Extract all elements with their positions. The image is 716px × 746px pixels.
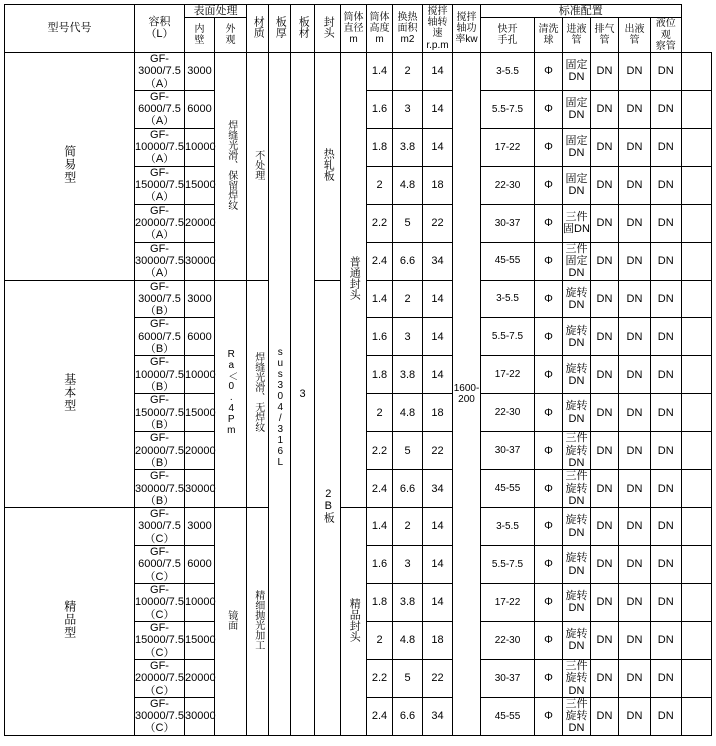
body-diameter-cell: 1.4 bbox=[367, 280, 393, 318]
stir-power-cell: 5.5-7.5 bbox=[481, 318, 535, 356]
surface-outer-cell: 焊缝光滑、无焊纹 bbox=[247, 280, 269, 508]
wash-ball-cell: 固定DN bbox=[563, 90, 591, 128]
level-pipe-cell bbox=[681, 584, 712, 622]
body-height-cell: 2 bbox=[393, 52, 423, 90]
model-cell: GF-10000/7.5（A） bbox=[135, 128, 184, 166]
model-cell: GF-10000/7.5（C） bbox=[135, 584, 184, 621]
header-surface-outer: 外 观 bbox=[215, 18, 247, 53]
volume-cell: 15000 bbox=[185, 621, 215, 659]
body-diameter-cell: 2 bbox=[367, 394, 393, 432]
header-head: 封头 bbox=[315, 5, 341, 53]
volume-cell: 15000 bbox=[185, 394, 215, 432]
stir-power-cell: 5.5-7.5 bbox=[481, 546, 535, 584]
quick-hole-cell: Φ bbox=[535, 432, 563, 470]
model-cell: GF-15000/7.5（B） bbox=[135, 394, 184, 431]
body-height-cell: 3 bbox=[393, 546, 423, 584]
wash-ball-cell: 旋转DN bbox=[563, 394, 591, 432]
outlet-pipe-cell: DN bbox=[651, 470, 682, 508]
outlet-pipe-cell: DN bbox=[651, 508, 682, 546]
heat-area-cell: 14 bbox=[423, 508, 453, 546]
volume-cell: 10000 bbox=[185, 584, 215, 622]
model-cell: GF-3000/7.5（B） bbox=[135, 280, 185, 318]
quick-hole-cell: Φ bbox=[535, 52, 563, 90]
body-diameter-cell: 2 bbox=[367, 166, 393, 204]
stir-power-cell: 3-5.5 bbox=[481, 52, 535, 90]
outlet-pipe-cell: DN bbox=[651, 659, 682, 697]
surface-outer-cell: 精细抛光加工 bbox=[247, 508, 269, 736]
heat-area-cell: 14 bbox=[423, 52, 453, 90]
header-outlet-pipe: 出液 管 bbox=[619, 18, 651, 53]
outlet-pipe-cell: DN bbox=[651, 166, 682, 204]
header-wash-ball: 清洗球 bbox=[535, 18, 563, 53]
model-cell: GF-15000/7.5（A） bbox=[135, 166, 184, 204]
body-height-cell: 3 bbox=[393, 90, 423, 128]
exhaust-pipe-cell: DN bbox=[619, 546, 651, 584]
volume-cell: 3000 bbox=[185, 52, 215, 90]
header-plate-thickness: 板厚 bbox=[269, 5, 291, 53]
body-height-cell: 6.6 bbox=[393, 697, 423, 735]
body-height-cell: 6.6 bbox=[393, 242, 423, 280]
body-diameter-cell: 2.2 bbox=[367, 659, 393, 697]
level-pipe-cell bbox=[681, 394, 712, 432]
heat-area-cell: 34 bbox=[423, 697, 453, 735]
header-heat-area: 换热 面积 m2 bbox=[393, 5, 423, 53]
body-height-cell: 5 bbox=[393, 432, 423, 470]
level-pipe-cell bbox=[681, 697, 712, 735]
heat-area-cell: 22 bbox=[423, 204, 453, 242]
model-cell: GF-3000/7.5（C） bbox=[135, 508, 185, 546]
inlet-pipe-cell: DN bbox=[591, 166, 619, 204]
inlet-pipe-cell: DN bbox=[591, 470, 619, 508]
surface-inner-cell: Ra＜0.4Pm bbox=[215, 280, 247, 508]
body-diameter-cell: 1.6 bbox=[367, 546, 393, 584]
volume-cell: 10000 bbox=[185, 128, 215, 166]
header-stir-power: 搅拌 轴功 率kw bbox=[453, 5, 481, 53]
heat-area-cell: 34 bbox=[423, 470, 453, 508]
level-pipe-cell bbox=[681, 90, 712, 128]
level-pipe-cell bbox=[681, 356, 712, 394]
outlet-pipe-cell: DN bbox=[651, 697, 682, 735]
inlet-pipe-cell: DN bbox=[591, 128, 619, 166]
heat-area-cell: 14 bbox=[423, 128, 453, 166]
group-label-1: 简易型 bbox=[5, 52, 135, 280]
outlet-pipe-cell: DN bbox=[651, 318, 682, 356]
quick-hole-cell: Φ bbox=[535, 659, 563, 697]
wash-ball-cell: 旋转DN bbox=[563, 318, 591, 356]
header-quick-hole: 快开 手孔 bbox=[481, 18, 535, 53]
model-cell: GF-3000/7.5（A） bbox=[135, 52, 185, 90]
exhaust-pipe-cell: DN bbox=[619, 432, 651, 470]
inlet-pipe-cell: DN bbox=[591, 204, 619, 242]
exhaust-pipe-cell: DN bbox=[619, 90, 651, 128]
body-height-cell: 2 bbox=[393, 280, 423, 318]
outlet-pipe-cell: DN bbox=[651, 52, 682, 90]
wash-ball-cell: 旋转DN bbox=[563, 356, 591, 394]
volume-cell: 15000 bbox=[185, 166, 215, 204]
outlet-pipe-cell: DN bbox=[651, 546, 682, 584]
plate-material-cell: 2B板 bbox=[315, 280, 341, 735]
header-row-1 bbox=[5, 5, 712, 18]
header-exhaust-pipe: 排气 管 bbox=[591, 18, 619, 53]
stir-power-cell: 17-22 bbox=[481, 584, 535, 622]
wash-ball-cell: 固定DN bbox=[563, 128, 591, 166]
heat-area-cell: 14 bbox=[423, 318, 453, 356]
header-surface-inner: 内 壁 bbox=[185, 18, 215, 53]
heat-area-cell: 14 bbox=[423, 90, 453, 128]
stir-power-cell: 3-5.5 bbox=[481, 508, 535, 546]
volume-cell: 6000 bbox=[185, 546, 215, 584]
quick-hole-cell: Φ bbox=[535, 318, 563, 356]
header-surface-treatment: 表面处理 bbox=[185, 5, 247, 18]
wash-ball-cell: 三件旋转DN bbox=[563, 470, 591, 508]
exhaust-pipe-cell: DN bbox=[619, 128, 651, 166]
inlet-pipe-cell: DN bbox=[591, 394, 619, 432]
quick-hole-cell: Φ bbox=[535, 394, 563, 432]
heat-area-cell: 14 bbox=[423, 280, 453, 318]
exhaust-pipe-cell: DN bbox=[619, 318, 651, 356]
stir-power-cell: 22-30 bbox=[481, 621, 535, 659]
product-specification-table bbox=[4, 4, 712, 736]
body-diameter-cell: 1.6 bbox=[367, 90, 393, 128]
header-body-diameter: 筒体 直径m bbox=[341, 5, 367, 53]
body-height-cell: 4.8 bbox=[393, 394, 423, 432]
inlet-pipe-cell: DN bbox=[591, 356, 619, 394]
quick-hole-cell: Φ bbox=[535, 128, 563, 166]
header-level-pipe: 液位观 察管 bbox=[651, 18, 682, 53]
wash-ball-cell: 固定DN bbox=[563, 166, 591, 204]
table-body bbox=[5, 52, 712, 735]
exhaust-pipe-cell: DN bbox=[619, 697, 651, 735]
model-cell: GF-15000/7.5（C） bbox=[135, 621, 184, 659]
inlet-pipe-cell: DN bbox=[591, 242, 619, 280]
stir-power-cell: 45-55 bbox=[481, 242, 535, 280]
plate-thickness-cell: 3 bbox=[291, 52, 315, 735]
header-body-height: 筒体 高度m bbox=[367, 5, 393, 53]
inlet-pipe-cell: DN bbox=[591, 584, 619, 622]
header-inlet-pipe: 进液 管 bbox=[563, 18, 591, 53]
body-diameter-cell: 2.4 bbox=[367, 697, 393, 735]
exhaust-pipe-cell: DN bbox=[619, 52, 651, 90]
stir-power-cell: 30-37 bbox=[481, 204, 535, 242]
stir-power-cell: 22-30 bbox=[481, 394, 535, 432]
quick-hole-cell: Φ bbox=[535, 470, 563, 508]
stir-power-cell: 17-22 bbox=[481, 356, 535, 394]
stir-power-cell: 45-55 bbox=[481, 470, 535, 508]
exhaust-pipe-cell: DN bbox=[619, 242, 651, 280]
level-pipe-cell bbox=[681, 432, 712, 470]
body-diameter-cell: 1.8 bbox=[367, 356, 393, 394]
quick-hole-cell: Φ bbox=[535, 242, 563, 280]
body-height-cell: 5 bbox=[393, 659, 423, 697]
heat-area-cell: 22 bbox=[423, 432, 453, 470]
model-cell: GF-6000/7.5（A） bbox=[135, 90, 185, 128]
wash-ball-cell: 旋转DN bbox=[563, 621, 591, 659]
stir-power-cell: 30-37 bbox=[481, 432, 535, 470]
inlet-pipe-cell: DN bbox=[591, 546, 619, 584]
body-diameter-cell: 2.4 bbox=[367, 470, 393, 508]
table-row bbox=[5, 508, 712, 546]
outlet-pipe-cell: DN bbox=[651, 621, 682, 659]
outlet-pipe-cell: DN bbox=[651, 204, 682, 242]
exhaust-pipe-cell: DN bbox=[619, 470, 651, 508]
heat-area-cell: 14 bbox=[423, 546, 453, 584]
level-pipe-cell bbox=[681, 52, 712, 90]
inlet-pipe-cell: DN bbox=[591, 318, 619, 356]
level-pipe-cell bbox=[681, 128, 712, 166]
head-cell: 精品封头 bbox=[341, 508, 367, 736]
quick-hole-cell: Φ bbox=[535, 584, 563, 622]
wash-ball-cell: 旋转DN bbox=[563, 584, 591, 622]
outlet-pipe-cell: DN bbox=[651, 394, 682, 432]
quick-hole-cell: Φ bbox=[535, 697, 563, 735]
body-height-cell: 5 bbox=[393, 204, 423, 242]
model-cell: GF-20000/7.5（C） bbox=[135, 659, 184, 697]
level-pipe-cell bbox=[681, 546, 712, 584]
outlet-pipe-cell: DN bbox=[651, 584, 682, 622]
volume-cell: 20000 bbox=[185, 204, 215, 242]
outlet-pipe-cell: DN bbox=[651, 280, 682, 318]
body-diameter-cell: 2.2 bbox=[367, 204, 393, 242]
quick-hole-cell: Φ bbox=[535, 356, 563, 394]
outlet-pipe-cell: DN bbox=[651, 128, 682, 166]
heat-area-cell: 14 bbox=[423, 584, 453, 622]
inlet-pipe-cell: DN bbox=[591, 52, 619, 90]
exhaust-pipe-cell: DN bbox=[619, 508, 651, 546]
surface-inner-cell: 焊缝光滑、保留焊纹 bbox=[215, 52, 247, 280]
volume-cell: 20000 bbox=[185, 659, 215, 697]
heat-area-cell: 34 bbox=[423, 242, 453, 280]
stir-power-cell: 22-30 bbox=[481, 166, 535, 204]
volume-cell: 6000 bbox=[185, 318, 215, 356]
model-cell: GF-30000/7.5（C） bbox=[135, 697, 184, 735]
level-pipe-cell bbox=[681, 659, 712, 697]
level-pipe-cell bbox=[681, 280, 712, 318]
quick-hole-cell: Φ bbox=[535, 508, 563, 546]
exhaust-pipe-cell: DN bbox=[619, 621, 651, 659]
inlet-pipe-cell: DN bbox=[591, 280, 619, 318]
header-volume: 容积 （L） bbox=[135, 5, 185, 53]
model-cell: GF-6000/7.5（B） bbox=[135, 318, 185, 356]
body-diameter-cell: 1.6 bbox=[367, 318, 393, 356]
volume-cell: 30000 bbox=[185, 470, 215, 508]
volume-cell: 3000 bbox=[185, 280, 215, 318]
group-label-3: 精品型 bbox=[5, 508, 135, 736]
head-cell: 普通封头 bbox=[341, 52, 367, 507]
volume-cell: 10000 bbox=[185, 356, 215, 394]
inlet-pipe-cell: DN bbox=[591, 508, 619, 546]
heat-area-cell: 22 bbox=[423, 659, 453, 697]
header-stir-speed: 搅拌 轴转速 r.p.m bbox=[423, 5, 453, 53]
header-standard-config: 标准配置 bbox=[481, 5, 682, 18]
outlet-pipe-cell: DN bbox=[651, 432, 682, 470]
level-pipe-cell bbox=[681, 621, 712, 659]
model-cell: GF-20000/7.5（A） bbox=[135, 204, 184, 242]
exhaust-pipe-cell: DN bbox=[619, 584, 651, 622]
heat-area-cell: 18 bbox=[423, 621, 453, 659]
model-cell: GF-20000/7.5（B） bbox=[135, 432, 184, 469]
exhaust-pipe-cell: DN bbox=[619, 166, 651, 204]
wash-ball-cell: 三件旋转DN bbox=[563, 659, 591, 697]
volume-cell: 3000 bbox=[185, 508, 215, 546]
stir-power-cell: 17-22 bbox=[481, 128, 535, 166]
heat-area-cell: 14 bbox=[423, 356, 453, 394]
model-cell: GF-30000/7.5（A） bbox=[135, 242, 184, 280]
body-height-cell: 6.6 bbox=[393, 470, 423, 508]
body-diameter-cell: 1.4 bbox=[367, 52, 393, 90]
wash-ball-cell: 旋转DN bbox=[563, 546, 591, 584]
quick-hole-cell: Φ bbox=[535, 621, 563, 659]
body-diameter-cell: 2.4 bbox=[367, 242, 393, 280]
header-model: 型号代号 bbox=[5, 5, 135, 53]
model-cell: GF-6000/7.5（C） bbox=[135, 546, 185, 584]
wash-ball-cell: 三件固定DN bbox=[563, 242, 591, 280]
level-pipe-cell bbox=[681, 166, 712, 204]
body-diameter-cell: 1.4 bbox=[367, 508, 393, 546]
inlet-pipe-cell: DN bbox=[591, 659, 619, 697]
quick-hole-cell: Φ bbox=[535, 546, 563, 584]
quick-hole-cell: Φ bbox=[535, 204, 563, 242]
wash-ball-cell: 三件旋转DN bbox=[563, 432, 591, 470]
body-height-cell: 4.8 bbox=[393, 621, 423, 659]
model-cell: GF-10000/7.5（B） bbox=[135, 356, 184, 393]
volume-cell: 30000 bbox=[185, 242, 215, 280]
stir-power-cell: 5.5-7.5 bbox=[481, 90, 535, 128]
quick-hole-cell: Φ bbox=[535, 280, 563, 318]
body-height-cell: 3.8 bbox=[393, 584, 423, 622]
table-row bbox=[5, 52, 712, 90]
level-pipe-cell bbox=[681, 318, 712, 356]
body-height-cell: 4.8 bbox=[393, 166, 423, 204]
outlet-pipe-cell: DN bbox=[651, 242, 682, 280]
inlet-pipe-cell: DN bbox=[591, 432, 619, 470]
wash-ball-cell: 三件固DN bbox=[563, 204, 591, 242]
material-cell: sus304/316L bbox=[269, 52, 291, 735]
level-pipe-cell bbox=[681, 242, 712, 280]
stir-power-cell: 45-55 bbox=[481, 697, 535, 735]
exhaust-pipe-cell: DN bbox=[619, 659, 651, 697]
stir-power-cell: 3-5.5 bbox=[481, 280, 535, 318]
outlet-pipe-cell: DN bbox=[651, 90, 682, 128]
wash-ball-cell: 旋转DN bbox=[563, 280, 591, 318]
wash-ball-cell: 旋转DN bbox=[563, 508, 591, 546]
inlet-pipe-cell: DN bbox=[591, 621, 619, 659]
inlet-pipe-cell: DN bbox=[591, 90, 619, 128]
body-diameter-cell: 1.8 bbox=[367, 584, 393, 622]
body-height-cell: 2 bbox=[393, 508, 423, 546]
exhaust-pipe-cell: DN bbox=[619, 204, 651, 242]
plate-material-cell: 热轧板 bbox=[315, 52, 341, 280]
quick-hole-cell: Φ bbox=[535, 166, 563, 204]
surface-inner-cell: 镜面 bbox=[215, 508, 247, 736]
volume-cell: 20000 bbox=[185, 432, 215, 470]
model-cell: GF-30000/7.5（B） bbox=[135, 470, 184, 507]
header-plate-material: 板材 bbox=[291, 5, 315, 53]
quick-hole-cell: Φ bbox=[535, 90, 563, 128]
stir-speed-cell: 1600- 200 bbox=[453, 52, 481, 735]
level-pipe-cell bbox=[681, 470, 712, 508]
group-label-2: 基本型 bbox=[5, 280, 135, 508]
exhaust-pipe-cell: DN bbox=[619, 280, 651, 318]
body-diameter-cell: 1.8 bbox=[367, 128, 393, 166]
body-height-cell: 3.8 bbox=[393, 356, 423, 394]
exhaust-pipe-cell: DN bbox=[619, 394, 651, 432]
header-material: 材质 bbox=[247, 5, 269, 53]
level-pipe-cell bbox=[681, 508, 712, 546]
wash-ball-cell: 固定DN bbox=[563, 52, 591, 90]
stir-power-cell: 30-37 bbox=[481, 659, 535, 697]
wash-ball-cell: 三件旋转DN bbox=[563, 697, 591, 735]
exhaust-pipe-cell: DN bbox=[619, 356, 651, 394]
outlet-pipe-cell: DN bbox=[651, 356, 682, 394]
body-diameter-cell: 2 bbox=[367, 621, 393, 659]
body-height-cell: 3.8 bbox=[393, 128, 423, 166]
volume-cell: 6000 bbox=[185, 90, 215, 128]
inlet-pipe-cell: DN bbox=[591, 697, 619, 735]
surface-outer-cell: 不处理 bbox=[247, 52, 269, 280]
level-pipe-cell bbox=[681, 204, 712, 242]
heat-area-cell: 18 bbox=[423, 166, 453, 204]
body-height-cell: 3 bbox=[393, 318, 423, 356]
heat-area-cell: 18 bbox=[423, 394, 453, 432]
volume-cell: 30000 bbox=[185, 697, 215, 735]
body-diameter-cell: 2.2 bbox=[367, 432, 393, 470]
